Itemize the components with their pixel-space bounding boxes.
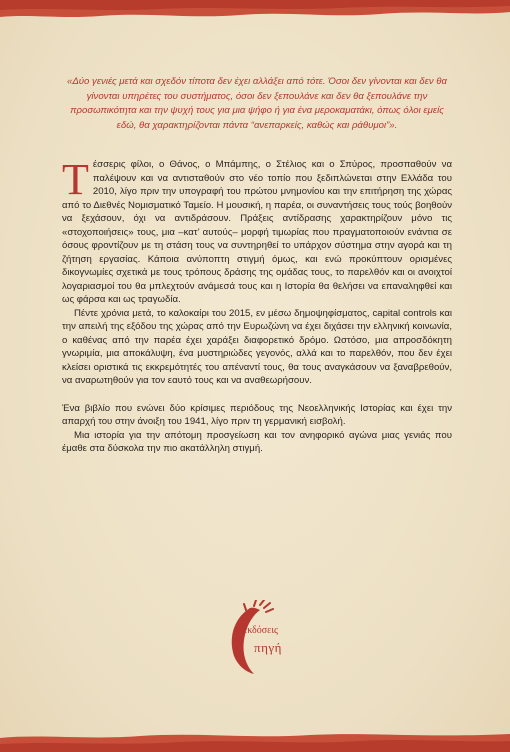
publisher-name-line1: εκδόσεις xyxy=(243,625,278,636)
synopsis-paragraph-1: Τέσσερις φίλοι, ο Θάνος, ο Μπάμπης, ο Στέλιος και ο Σπύρος, προσπαθούν να παλέψουν και να αντισταθούν στο νέο τοπίο που ξεδιπλώνεται στην Ελλάδα του 2010, λίγο πριν την υπογραφή του πρώτου μνημονίου και την επιτήρηση της χώρας από το Διεθνές Νομισματικό Ταμείο. Η μουσική, η παρέα, οι συναντήσεις τους τούς βοηθούν να ξεχάσουν, όχι να αντιδράσουν. Πράξεις αντίδρασης χαρακτηρίζουν μόνο τις «στοχοποιήσεις» τους, μια –κατ’ αυτούς– μορφή τιμωρίας που πραγματοποιούν ενάντια σε όσους φροντίζουν με τη στάση τους να συντηρηθεί το υπάρχον σύστημα στην αγορά και τη ζήτηση εργασίας. Κάποια ανύποπτη στιγμή όμως, και ενώ προκύπτουν ορισμένες δικογνωμίες σχετικά με τους τρόπους δράσης της ομάδας τους, το παρελθόν και οι ανοιχτοί λογαριασμοί του θα μπλεχτούν ανάμεσά τους και η Ιστορία θα θελήσει να επαναληφθεί και ως φάρσα και ως τραγωδία. xyxy=(62,155,452,305)
synopsis-paragraph-2: Πέντε χρόνια μετά, το καλοκαίρι του 2015, εν μέσω δημοψηφίσματος, capital controls και την απειλή της εξόδου της χώρας από την Ευρωζώνη να έχει διχάσει την ελληνική κοινωνία, ο καθένας από την παρέα έχει χαράξει διαφορετικό δρόμο. Ωστόσο, μια απροσδόκητη γνωριμία, μια αποκάλυψη, ένα μυστηριώδες γεγονός, αλλά και το παρελθόν, που δεν έχει κλείσει οριστικά τις εκκρεμότητές του απέναντί τους, θα τους αναγκάσουν να ξαναβρεθούν, να αναρωτηθούν για τον εαυτό τους και να αναθεωρήσουν. xyxy=(62,307,452,386)
synopsis xyxy=(62,155,452,456)
synopsis-paragraph-4: Μια ιστορία για την απότομη προσγείωση και τον ανηφορικό αγώνα μιας γενιάς που έμαθε στα δύσκολα την πιο ακατάλληλη στιγμή. xyxy=(62,429,452,454)
top-brush-stroke xyxy=(0,0,510,22)
drop-cap: Τ xyxy=(62,155,89,204)
synopsis-paragraph-3: Ένα βιβλίο που ενώνει δύο κρίσιμες περιόδους της Νεοελληνικής Ιστορίας και έχει την απαρχή του στην άνοιξη του 1941, λίγο πριν τη γερμανική εισβολή. xyxy=(62,402,452,427)
epigraph-quote: «Δύο γενιές μετά και σχεδόν τίποτα δεν έχει αλλάξει από τότε. Όσοι δεν γίνονται και δεν θα γίνονται υπηρέτες του συστήματος, όσοι δεν ξεπουλάνε και δεν θα ξεπουλάνε την προσωπικότητα και την ψυχή τους για μια ψήφο ή για ένα μεροκαματάκι, όπως όλοι εμείς εδώ, θα χαρακτηρίζονται πάντα “ανεπαρκείς, καθώς και ράθυμοι”». xyxy=(67,76,447,131)
publisher-name-line2: πηγή xyxy=(254,640,282,655)
publisher-logo-icon xyxy=(220,600,290,678)
bottom-brush-stroke xyxy=(0,730,510,752)
